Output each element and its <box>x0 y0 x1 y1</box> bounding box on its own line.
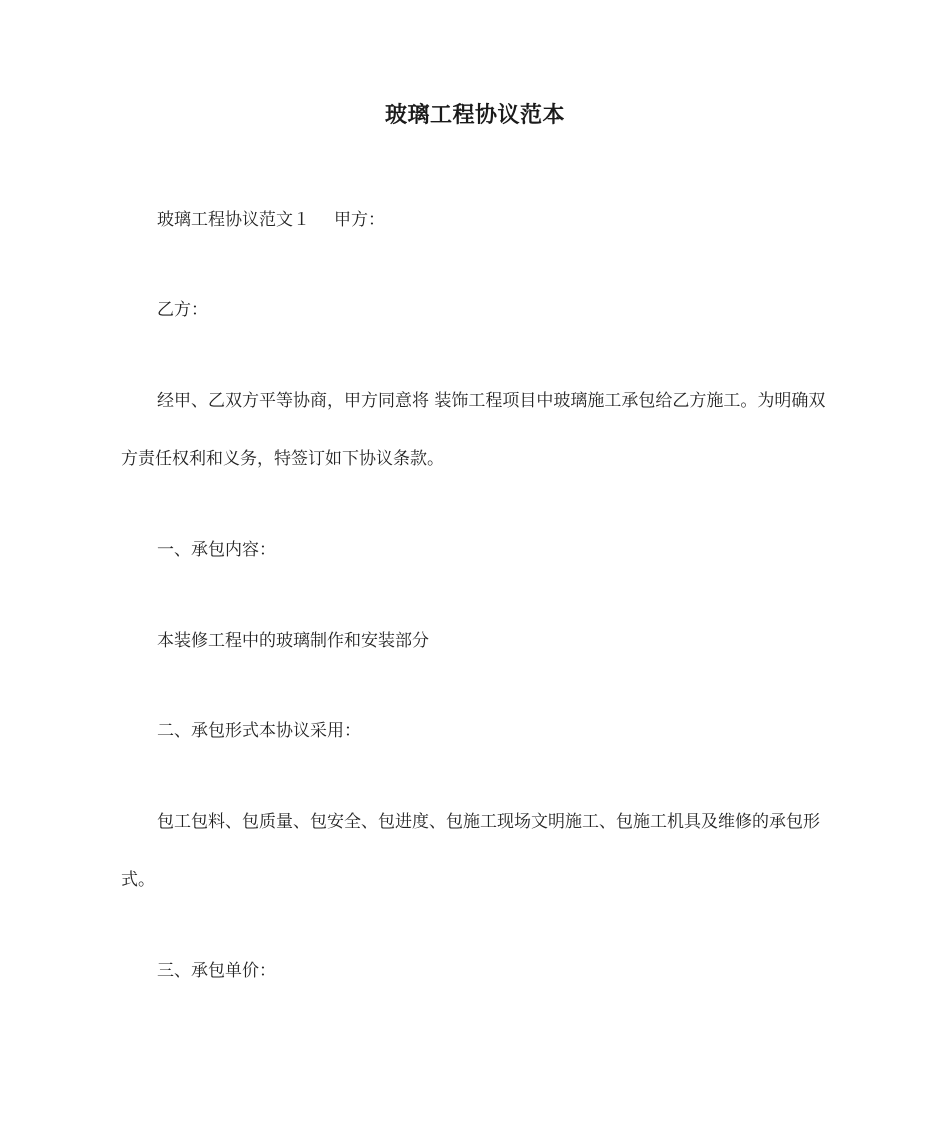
paragraph-scope: 本装修工程中的玻璃制作和安装部分 <box>157 631 429 651</box>
document-title: 玻璃工程协议范本 <box>384 103 565 128</box>
party-a-label: 甲方： <box>334 210 385 230</box>
section-heading-1: 一、承包内容： <box>157 540 276 560</box>
party-b-label: 乙方： <box>157 300 208 320</box>
paragraph-agreement: 经甲、乙双方平等协商，甲方同意将 装饰工程项目中玻璃施工承包给乙方施工。为明确双方责任权利和义务，特签订如下协议条款。 <box>121 391 826 469</box>
sample-label: 玻璃工程协议范文１ <box>157 210 310 230</box>
section-heading-3: 三、承包单价： <box>157 961 276 981</box>
section-heading-2: 二、承包形式本协议采用： <box>157 721 361 741</box>
paragraph-contract-form: 包工包料、包质量、包安全、包进度、包施工现场文明施工、包施工机具及维修的承包形式。 <box>121 812 820 890</box>
paragraph-intro <box>121 191 833 249</box>
